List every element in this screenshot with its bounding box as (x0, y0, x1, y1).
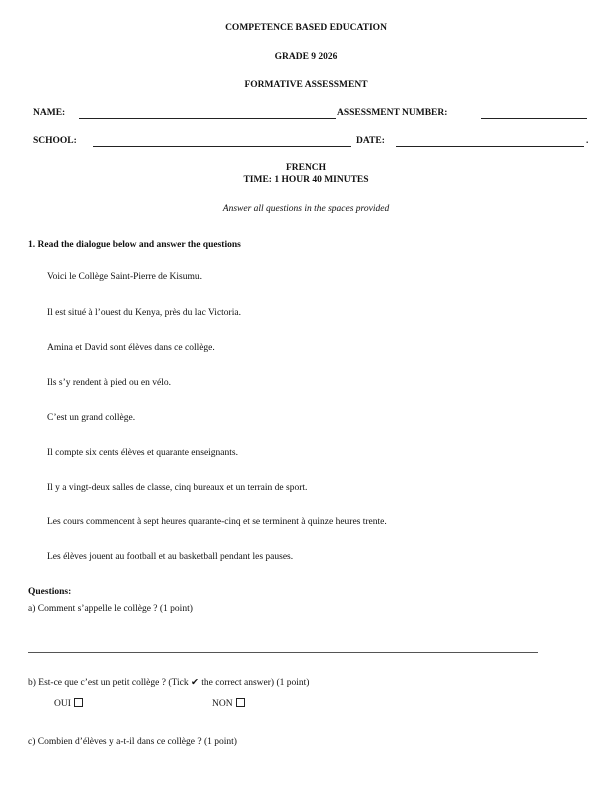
grade-heading: GRADE 9 2026 (274, 52, 338, 62)
document-title: COMPETENCE BASED EDUCATION (225, 23, 387, 33)
school-label: SCHOOL: (33, 136, 77, 146)
date-period: . (586, 136, 589, 146)
name-field[interactable] (79, 118, 336, 119)
questions-heading: Questions: (28, 587, 72, 597)
date-label: DATE: (356, 136, 385, 146)
passage-line: Les cours commencent à sept heures quarante-cinq et se terminent à quinze heures trente. (47, 517, 387, 527)
assessment-type-heading: FORMATIVE ASSESSMENT (244, 80, 368, 90)
question-b: b) Est-ce que c’est un petit collège ? (Tick ✔ the correct answer) (1 point) (28, 678, 310, 688)
answer-line-a[interactable] (28, 652, 538, 653)
passage-line: Il compte six cents élèves et quarante enseignants. (47, 448, 238, 458)
option-oui-label: OUI (54, 699, 71, 709)
assessment-number-label: ASSESSMENT NUMBER: (337, 108, 448, 118)
passage-line: Voici le Collège Saint-Pierre de Kisumu. (47, 272, 202, 282)
option-non[interactable] (212, 698, 245, 710)
checkbox-icon[interactable] (74, 698, 83, 707)
assessment-number-field[interactable] (481, 118, 587, 119)
question-1-heading: 1. Read the dialogue below and answer the questions (28, 240, 241, 250)
subject-heading: FRENCH (285, 163, 327, 173)
passage-line: Il est situé à l’ouest du Kenya, près du lac Victoria. (47, 308, 241, 318)
date-field[interactable] (396, 146, 584, 147)
checkbox-icon[interactable] (236, 698, 245, 707)
option-non-label: NON (212, 699, 233, 709)
school-field[interactable] (93, 146, 351, 147)
time-heading: TIME: 1 HOUR 40 MINUTES (243, 175, 369, 185)
question-a: a) Comment s’appelle le collège ? (1 point) (28, 604, 193, 614)
question-c: c) Combien d’élèves y a-t-il dans ce collège ? (1 point) (28, 737, 237, 747)
passage-line: Il y a vingt-deux salles de classe, cinq bureaux et un terrain de sport. (47, 483, 308, 493)
instructions: Answer all questions in the spaces provided (222, 204, 390, 214)
option-oui[interactable] (54, 698, 83, 710)
passage-line: Les élèves jouent au football et au basketball pendant les pauses. (47, 552, 294, 562)
passage-line: C’est un grand collège. (47, 413, 136, 423)
passage-line: Amina et David sont élèves dans ce collège. (47, 343, 215, 353)
passage-line: Ils s’y rendent à pied ou en vélo. (47, 378, 171, 388)
name-label: NAME: (33, 108, 66, 118)
